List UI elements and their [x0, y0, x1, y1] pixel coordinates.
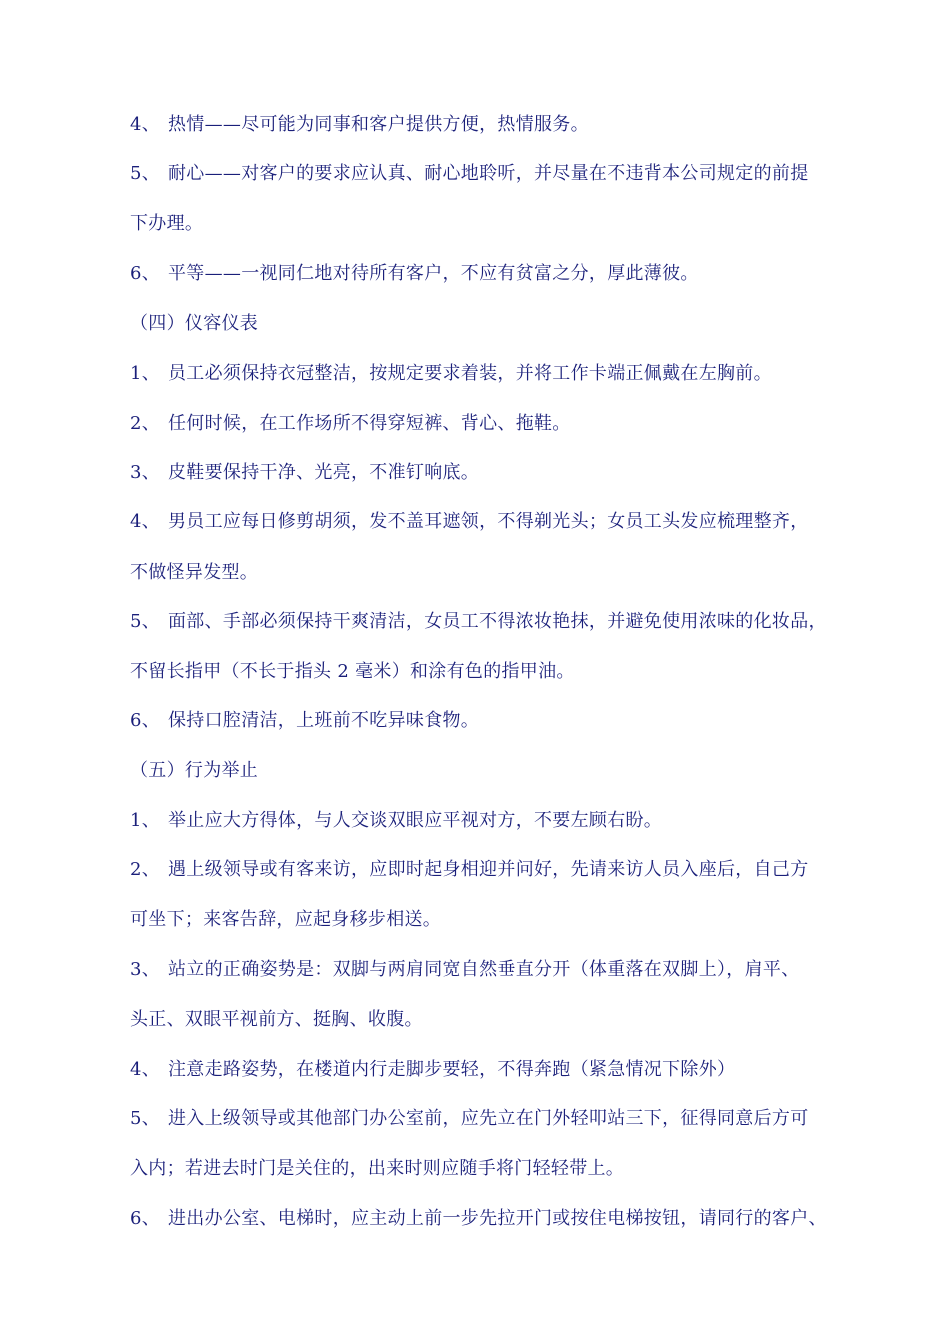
- item-text: 热情——尽可能为同事和客户提供方便，热情服务。: [168, 114, 589, 135]
- item-text: 举止应大方得体，与人交谈双眼应平视对方，不要左顾右盼。: [168, 810, 663, 831]
- item-number: 4、: [130, 1059, 161, 1080]
- item-text: 男员工应每日修剪胡须，发不盖耳遮领，不得剃光头；女员工头发应梳理整齐，: [168, 511, 809, 532]
- item-text: 不留长指甲（不长于指头 2 毫米）和涂有色的指甲油。: [130, 661, 575, 682]
- list-item: [130, 113, 589, 137]
- section-heading: [130, 312, 258, 336]
- list-item: [130, 262, 699, 286]
- item-text: 保持口腔清洁，上班前不吃异味食物。: [168, 710, 480, 731]
- item-number: 3、: [130, 462, 161, 483]
- item-number: 3、: [130, 959, 161, 980]
- continuation-line: [130, 561, 258, 585]
- item-text: 进入上级领导或其他部门办公室前，应先立在门外轻叩站三下，征得同意后方可: [168, 1108, 809, 1129]
- heading-text: （四）仪容仪表: [130, 313, 259, 334]
- item-number: 2、: [130, 859, 161, 880]
- list-item: [130, 412, 571, 436]
- list-item: [130, 858, 809, 882]
- continuation-line: [130, 212, 203, 236]
- item-number: 5、: [130, 163, 161, 184]
- item-number: 6、: [130, 263, 161, 284]
- list-item: [130, 362, 772, 386]
- list-item: [130, 162, 809, 186]
- item-text: 入内；若进去时门是关住的，出来时则应随手将门轻轻带上。: [130, 1158, 625, 1179]
- item-number: 4、: [130, 511, 161, 532]
- item-text: 皮鞋要保持干净、光亮，不准钉响底。: [168, 462, 480, 483]
- continuation-line: [130, 908, 441, 932]
- continuation-line: [130, 660, 575, 684]
- item-number: 5、: [130, 1108, 161, 1129]
- item-text: 面部、手部必须保持干爽清洁，女员工不得浓妆艳抹，并避免使用浓味的化妆品，: [168, 611, 827, 632]
- item-text: 平等——一视同仁地对待所有客户，不应有贫富之分，厚此薄彼。: [168, 263, 699, 284]
- list-item: [130, 1107, 809, 1131]
- item-text: 站立的正确姿势是：双脚与两肩同宽自然垂直分开（体重落在双脚上），肩平、: [168, 959, 800, 980]
- item-text: 遇上级领导或有客来访，应即时起身相迎并问好，先请来访人员入座后，自己方: [168, 859, 809, 880]
- item-text: 可坐下；来客告辞，应起身移步相送。: [130, 909, 442, 930]
- item-text: 任何时候，在工作场所不得穿短裤、背心、拖鞋。: [168, 413, 571, 434]
- item-number: 5、: [130, 611, 161, 632]
- list-item: [130, 610, 827, 634]
- item-text: 注意走路姿势，在楼道内行走脚步要轻，不得奔跑（紧急情况下除外）: [168, 1059, 736, 1080]
- continuation-line: [130, 1157, 624, 1181]
- list-item: [130, 709, 479, 733]
- item-number: 1、: [130, 363, 161, 384]
- item-number: 4、: [130, 114, 161, 135]
- heading-text: （五）行为举止: [130, 760, 259, 781]
- item-text: 不做怪异发型。: [130, 562, 259, 583]
- item-text: 下办理。: [130, 213, 204, 234]
- section-heading: [130, 759, 258, 783]
- list-item: [130, 809, 662, 833]
- item-text: 耐心——对客户的要求应认真、耐心地聆听，并尽量在不违背本公司规定的前提: [168, 163, 809, 184]
- item-number: 1、: [130, 810, 161, 831]
- list-item: [130, 1207, 827, 1231]
- item-text: 头正、双眼平视前方、挺胸、收腹。: [130, 1009, 423, 1030]
- item-number: 6、: [130, 1208, 161, 1229]
- item-text: 进出办公室、电梯时，应主动上前一步先拉开门或按住电梯按钮，请同行的客户、: [168, 1208, 827, 1229]
- item-number: 2、: [130, 413, 161, 434]
- list-item: [130, 510, 809, 534]
- list-item: [130, 958, 800, 982]
- list-item: [130, 1058, 735, 1082]
- item-number: 6、: [130, 710, 161, 731]
- item-text: 员工必须保持衣冠整洁，按规定要求着装，并将工作卡端正佩戴在左胸前。: [168, 363, 772, 384]
- list-item: [130, 461, 479, 485]
- continuation-line: [130, 1008, 423, 1032]
